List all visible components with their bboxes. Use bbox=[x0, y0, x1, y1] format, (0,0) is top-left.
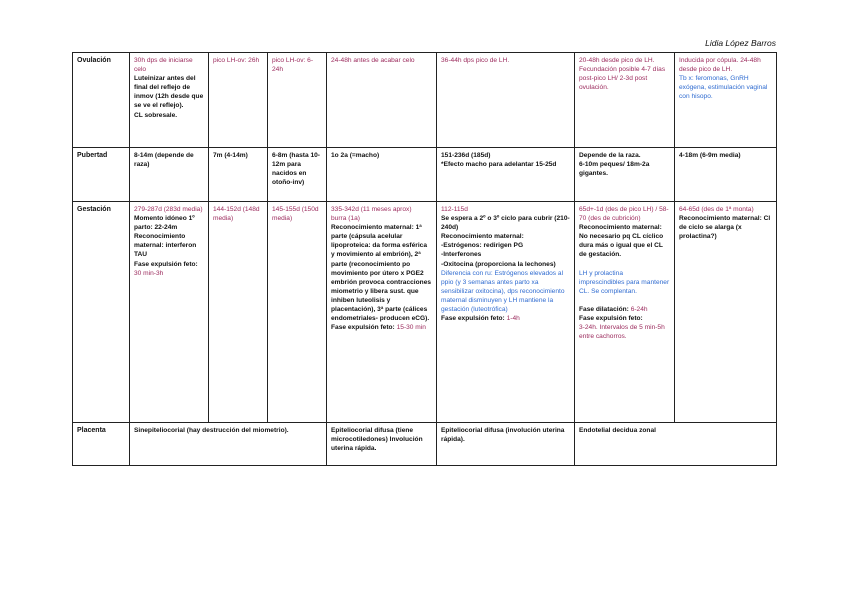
text: burra (1a) bbox=[331, 215, 360, 223]
text: 279-287d (283d media) bbox=[134, 206, 203, 213]
table-row-pubertad bbox=[73, 148, 777, 202]
text: 30h dps de iniciarse celo bbox=[134, 57, 193, 74]
text: LH y prolactina imprescindibles para mantener CL. Se complentan. bbox=[579, 269, 670, 295]
text: Fase expulsión feto: bbox=[579, 314, 643, 322]
text: Fecundación posible 4-7 días post-pico LH/ 2-3d post ovulación. bbox=[579, 66, 666, 92]
cell-placenta-6: Endotelial decidua zonal bbox=[575, 423, 777, 466]
text: 151-236d (185d) bbox=[441, 152, 491, 159]
cell-ovulacion-4: 24-48h antes de acabar celo bbox=[327, 53, 437, 148]
row-header-ovulacion: Ovulación bbox=[73, 53, 130, 148]
text: 64-65d (des de 1ª monta) bbox=[679, 206, 754, 213]
row-header-placenta: Placenta bbox=[73, 423, 130, 466]
text: Reconocimiento maternal: bbox=[441, 233, 524, 241]
cell-pubertad-1: 8-14m (depende de raza) bbox=[130, 148, 209, 202]
text: -Oxitocina (proporciona la lechones) bbox=[441, 260, 556, 268]
row-header-gestacion: Gestación bbox=[73, 202, 130, 423]
cell-pubertad-4: 1o 2a (=macho) bbox=[327, 148, 437, 202]
cell-gestacion-2: 144-152d (148d media) bbox=[209, 202, 268, 423]
text: 20-48h desde pico de LH. bbox=[579, 57, 655, 64]
text: 6-24h bbox=[630, 305, 648, 313]
table-row-ovulacion bbox=[73, 53, 777, 148]
author-name: Lidia López Barros bbox=[705, 38, 776, 48]
text: 1-4h bbox=[506, 315, 520, 323]
text: Momento idóneo 1º parto: 22-24m bbox=[134, 215, 195, 232]
cell-pubertad-3: 6-8m (hasta 10-12m para nacidos en otoño-inv) bbox=[268, 148, 327, 202]
cell-gestacion-1 bbox=[130, 202, 209, 423]
cell-pubertad-2: 7m (4-14m) bbox=[209, 148, 268, 202]
text: Fase expulsión feto: bbox=[441, 315, 505, 323]
text: -Interferones bbox=[441, 251, 482, 259]
text: Se espera a 2º o 3º ciclo para cubrir (210-240d) bbox=[441, 215, 570, 232]
cell-pubertad-6 bbox=[575, 148, 675, 202]
table-row-placenta bbox=[73, 423, 777, 466]
comparison-table bbox=[72, 52, 777, 466]
text: Depende de la raza. bbox=[579, 152, 641, 159]
text: Luteinizar antes del final del reflejo de inmov (12h desde que se ve el reflejo). bbox=[134, 75, 204, 110]
text: 3-24h. Intervalos de 5 min-5h entre cachorros. bbox=[579, 324, 665, 341]
text: 6-10m peques/ 18m-2a gigantes. bbox=[579, 161, 650, 178]
text: 112-115d bbox=[441, 206, 468, 213]
cell-placenta-1: Sinepiteliocorial (hay destrucción del miometrio). bbox=[130, 423, 327, 466]
text: Tb x: feromonas, GnRH exógena, estimulación vaginal con hisopo. bbox=[679, 75, 768, 101]
cell-ovulacion-6 bbox=[575, 53, 675, 148]
text: Fase dilatación: bbox=[579, 305, 629, 313]
row-header-pubertad: Pubertad bbox=[73, 148, 130, 202]
text: CL sobresale. bbox=[134, 111, 178, 119]
cell-gestacion-7 bbox=[675, 202, 777, 423]
table-row-gestacion bbox=[73, 202, 777, 423]
text: 15-30 min bbox=[396, 324, 426, 332]
text: Reconocimiento maternal: No necesario pq CL cíclico dura más o igual que el CL de gestación. bbox=[579, 224, 664, 259]
cell-ovulacion-1 bbox=[130, 53, 209, 148]
spacer bbox=[579, 296, 670, 305]
cell-pubertad-5 bbox=[437, 148, 575, 202]
text: 30 min-3h bbox=[134, 269, 164, 277]
text: Reconocimiento maternal: interferon TAU bbox=[134, 233, 197, 259]
cell-ovulacion-7 bbox=[675, 53, 777, 148]
cell-ovulacion-5: 36-44h dps pico de LH. bbox=[437, 53, 575, 148]
text: Inducida por cópula. 24-48h desde pico de LH. bbox=[679, 57, 761, 74]
cell-gestacion-5 bbox=[437, 202, 575, 423]
text: Reconocimiento maternal: 1ª parte (cápsula acelular lipoproteica: da forma esférica y movimiento al embrión), 2ª parte (reconocimiento po movimiento por útero x PGE2 embrión provoca contracciones miometrio y libera sust. que inhiben luteolisis y placentación), 3ª parte (cálices endometriales- producen eCG). bbox=[331, 224, 432, 323]
cell-gestacion-6 bbox=[575, 202, 675, 423]
text: -Estrógenos: redirigen PG bbox=[441, 242, 524, 250]
text: 335-342d (11 meses aprox) bbox=[331, 206, 412, 213]
cell-pubertad-7: 4-18m (6-9m media) bbox=[675, 148, 777, 202]
spacer bbox=[579, 260, 670, 269]
cell-ovulacion-3: pico LH-ov: 6-24h bbox=[268, 53, 327, 148]
cell-gestacion-4 bbox=[327, 202, 437, 423]
text: Diferencia con ru: Estrógenos elevados al ppio (y 3 semanas antes parto xa sensibilizar oxitocina), dps reconocimiento maternal disminuyen y LH mantiene la gestación (luteotrófica) bbox=[441, 269, 565, 314]
text: Reconocimiento maternal: Cl de ciclo se alarga (x prolactina?) bbox=[679, 215, 771, 241]
text: Fase expulsión feto: bbox=[134, 260, 198, 268]
text: 65d+-1d (des de pico LH) / 58-70 (des de cubrición) bbox=[579, 206, 669, 223]
cell-ovulacion-2: pico LH-ov: 26h bbox=[209, 53, 268, 148]
cell-placenta-5: Epiteliocorial difusa (involución uterina rápida). bbox=[437, 423, 575, 466]
text: *Efecto macho para adelantar 15-25d bbox=[441, 161, 557, 169]
text: Fase expulsión feto: bbox=[331, 324, 395, 332]
cell-placenta-4: Epiteliocorial difusa (tiene microcotiledones) Involución uterina rápida. bbox=[327, 423, 437, 466]
cell-gestacion-3: 145-155d (150d media) bbox=[268, 202, 327, 423]
